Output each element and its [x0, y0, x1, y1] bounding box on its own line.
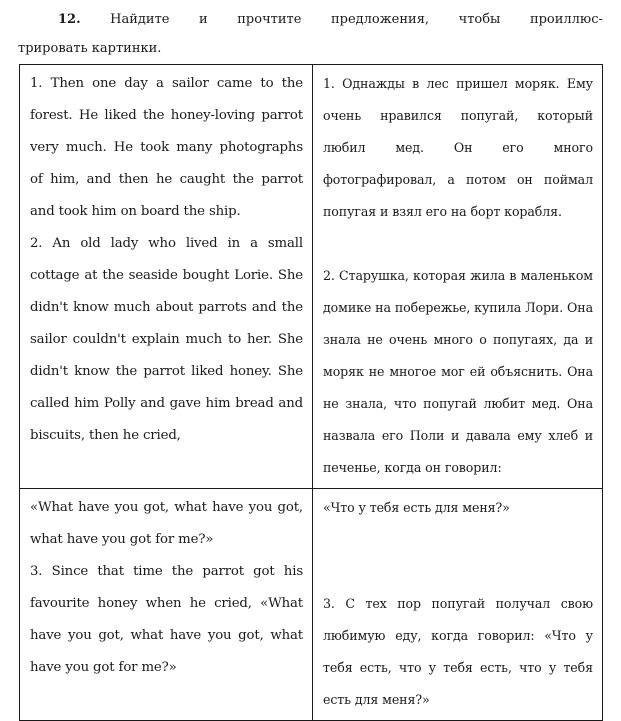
task-number: 12.	[58, 12, 81, 27]
spacer	[323, 556, 593, 588]
english-paragraph: 2. An old lady who lived in a small cottage at the seaside bought Lorie. She didn't know much about parrots and the sailor couldn't explain much to her. She didn't know the parrot liked honey. She called him Polly and gave him bread and biscuits, then he cried,	[30, 236, 303, 443]
russian-cell	[313, 65, 603, 489]
russian-paragraph: «Что у тебя есть для меня?»	[323, 500, 510, 515]
english-cell	[20, 489, 313, 721]
russian-paragraph: 3. С тех пор попугай получал свою любимую еду, когда говорил: «Что у тебя есть, что у тебя есть, что у тебя есть для меня?»	[323, 596, 593, 707]
parallel-text-table	[19, 64, 603, 721]
russian-paragraph: 1. Однажды в лес пришел моряк. Ему очень нравился попугай, который любил мед. Он его много фотографировал, а потом он поймал попугая и взял его на борт корабля.	[323, 76, 593, 219]
instruction-word: Найдите	[110, 12, 170, 27]
instruction-word: и	[199, 12, 208, 27]
spacer	[323, 228, 593, 260]
instruction-word: предложения,	[330, 12, 430, 27]
english-cell	[20, 65, 313, 489]
table-row	[20, 489, 603, 721]
instruction-word: проиллюс-	[529, 12, 603, 27]
instruction-word: прочтите	[237, 12, 302, 27]
spacer	[323, 524, 593, 556]
task-instruction-line2: трировать картинки.	[18, 41, 162, 56]
russian-paragraph: 2. Старушка, которая жила в маленьком домике на побережье, купила Лори. Она знала не очень много о попугаях, да и моряк не многое мог ей объяснить. Она не знала, что попугай любит мед. Она назвала его Поли и давала ему хлеб и печенье, когда он говорил:	[323, 268, 593, 475]
russian-cell	[313, 489, 603, 721]
task-header	[18, 4, 603, 64]
english-paragraph: 3. Since that time the parrot got his favourite honey when he cried, «What have you got, what have you got, what have you got for me?»	[30, 564, 303, 675]
table-row	[20, 65, 603, 489]
task-instruction-line1	[18, 4, 603, 35]
english-paragraph: 1. Then one day a sailor came to the forest. He liked the honey-loving parrot very much. He took many photographs of him, and then he caught the parrot and took him on board the ship.	[30, 76, 303, 219]
english-paragraph: «What have you got, what have you got, what have you got for me?»	[30, 500, 303, 547]
instruction-word: чтобы	[458, 12, 501, 27]
